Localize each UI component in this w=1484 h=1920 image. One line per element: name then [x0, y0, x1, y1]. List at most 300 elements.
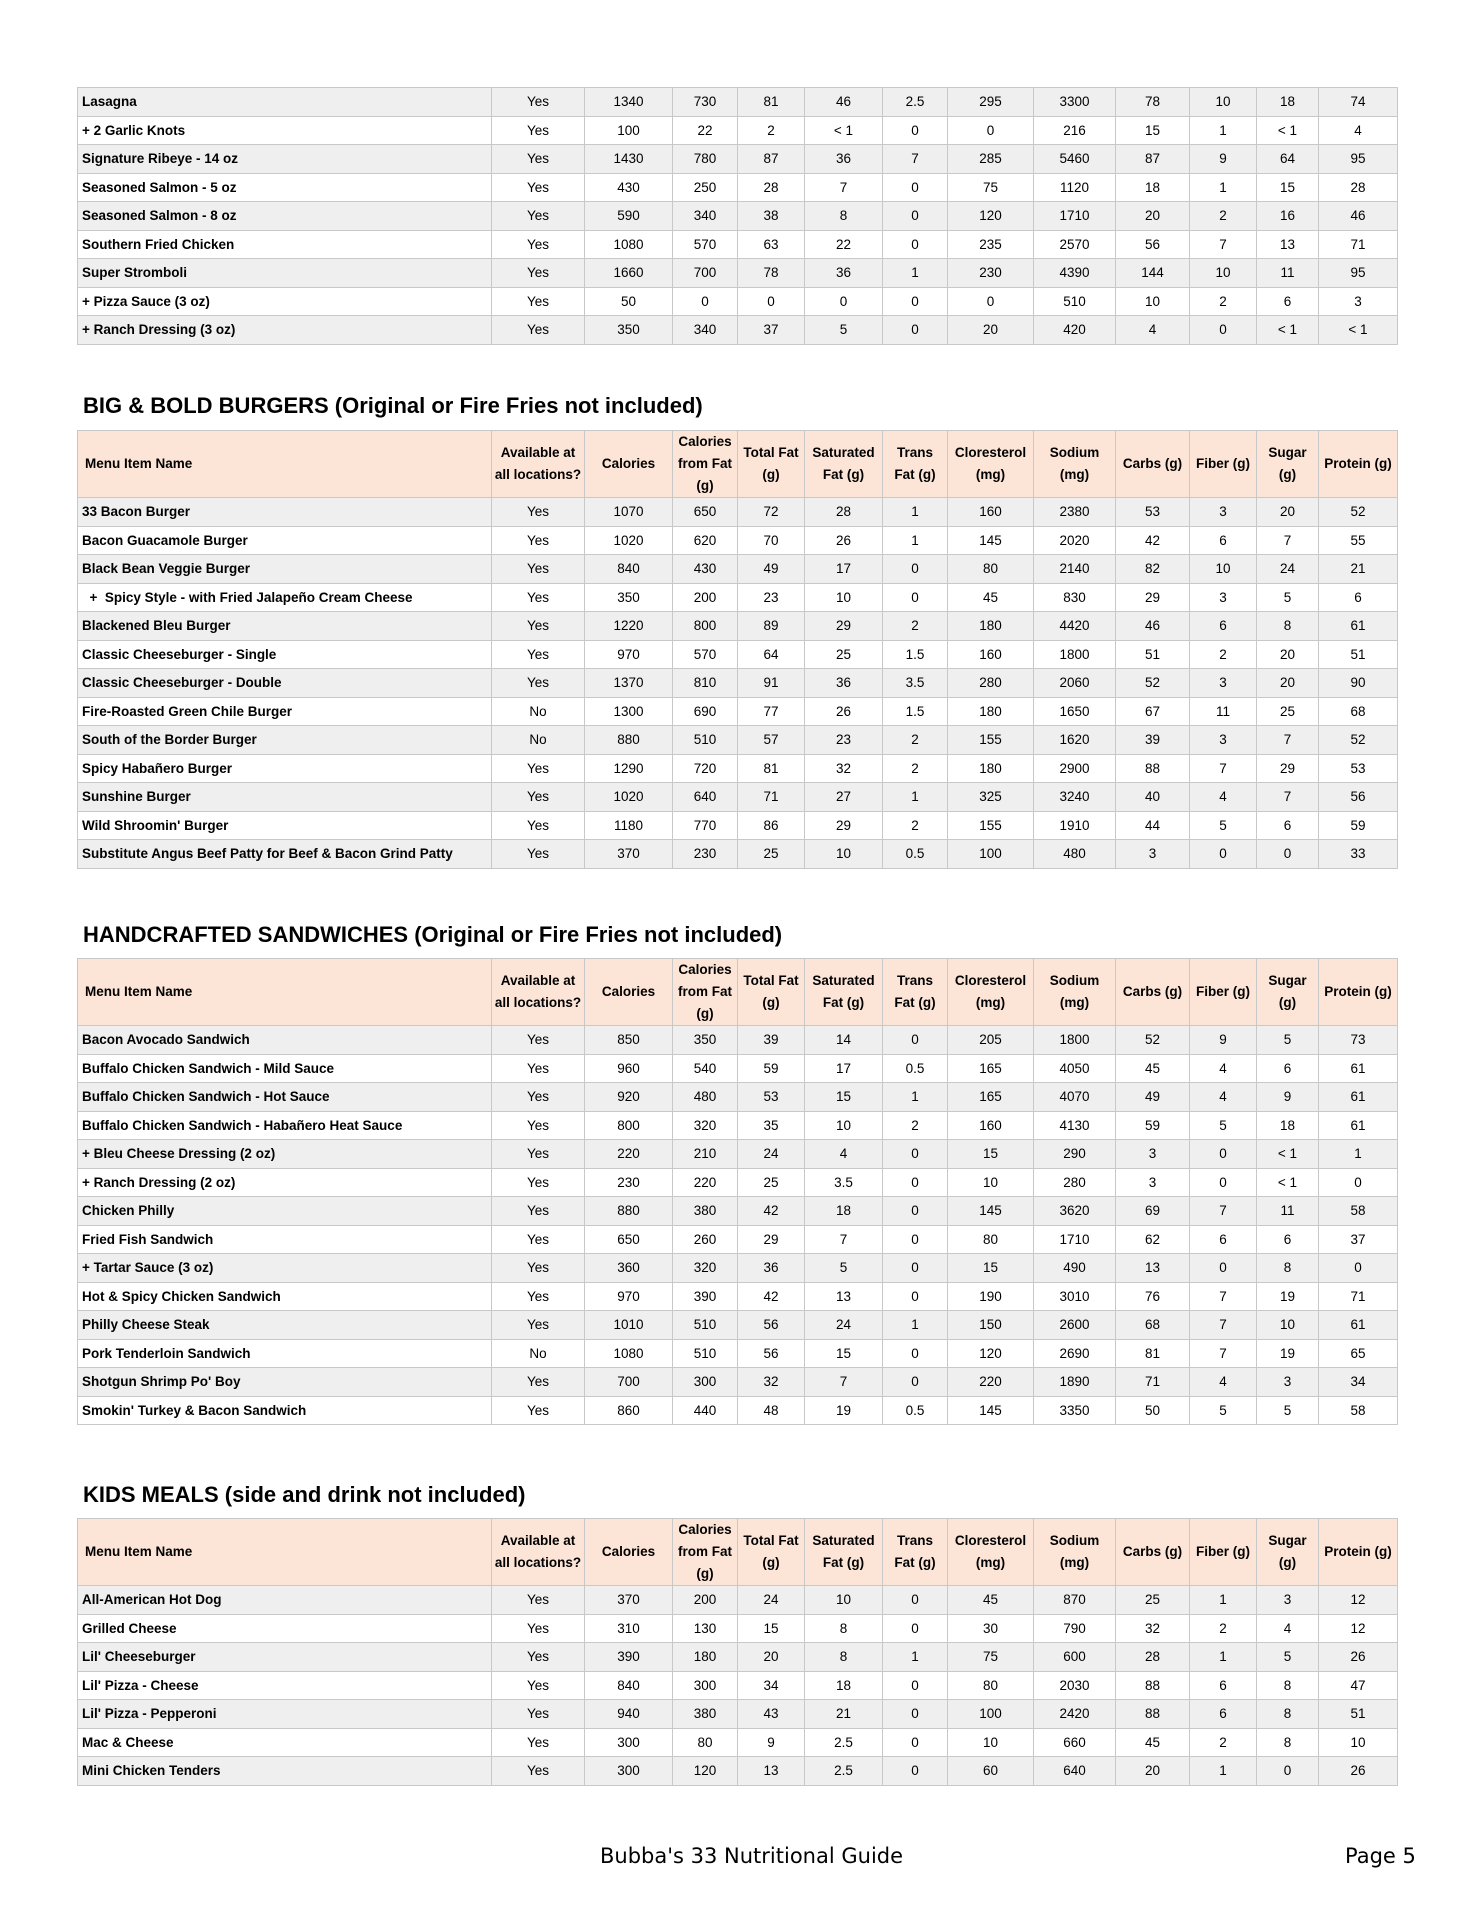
cell-calories: 370: [585, 840, 673, 869]
cell-name: + Tartar Sauce (3 oz): [78, 1254, 492, 1283]
cell-carbs: 3: [1116, 1168, 1190, 1197]
cell-available: Yes: [492, 1168, 585, 1197]
cell-carbs: 59: [1116, 1111, 1190, 1140]
cell-calories: 1020: [585, 783, 673, 812]
cell-protein: 58: [1319, 1396, 1398, 1425]
cell-calories: 700: [585, 1368, 673, 1397]
cell-available: Yes: [492, 1396, 585, 1425]
cell-sugar: 11: [1257, 1197, 1319, 1226]
cell-saturated-fat: 2.5: [805, 1757, 883, 1786]
cell-calories: 220: [585, 1140, 673, 1169]
table-row: [78, 811, 1398, 840]
cell-saturated-fat: 26: [805, 526, 883, 555]
cell-available: Yes: [492, 88, 585, 117]
cell-sodium: 290: [1034, 1140, 1116, 1169]
cell-fiber: 4: [1190, 783, 1257, 812]
cell-saturated-fat: 23: [805, 726, 883, 755]
cell-cholesterol: 295: [948, 88, 1034, 117]
cell-sodium: 490: [1034, 1254, 1116, 1283]
cell-cholesterol: 160: [948, 1111, 1034, 1140]
cell-name: Lasagna: [78, 88, 492, 117]
cell-sodium: 1890: [1034, 1368, 1116, 1397]
column-header-trans-fat: Trans Fat (g): [883, 1519, 948, 1586]
cell-saturated-fat: 3.5: [805, 1168, 883, 1197]
cell-protein: 0: [1319, 1168, 1398, 1197]
cell-calories: 350: [585, 316, 673, 345]
cell-carbs: 3: [1116, 840, 1190, 869]
cell-protein: 71: [1319, 1282, 1398, 1311]
cell-trans-fat: 2: [883, 811, 948, 840]
cell-available: Yes: [492, 145, 585, 174]
cell-trans-fat: 0: [883, 1026, 948, 1055]
column-header-fiber: Fiber (g): [1190, 1519, 1257, 1586]
table-row: [78, 526, 1398, 555]
cell-cholesterol: 165: [948, 1083, 1034, 1112]
cell-calories-from-fat: 210: [673, 1140, 738, 1169]
cell-cholesterol: 180: [948, 754, 1034, 783]
cell-name: + Ranch Dressing (2 oz): [78, 1168, 492, 1197]
cell-calories-from-fat: 810: [673, 669, 738, 698]
cell-cholesterol: 160: [948, 498, 1034, 527]
table-row: [78, 1757, 1398, 1786]
cell-sodium: 280: [1034, 1168, 1116, 1197]
cell-protein: 61: [1319, 612, 1398, 641]
table-row: [78, 583, 1398, 612]
cell-calories-from-fat: 180: [673, 1643, 738, 1672]
table-row: [78, 1083, 1398, 1112]
cell-total-fat: 78: [738, 259, 805, 288]
cell-saturated-fat: 28: [805, 498, 883, 527]
cell-protein: 6: [1319, 583, 1398, 612]
cell-calories: 300: [585, 1757, 673, 1786]
cell-protein: 52: [1319, 726, 1398, 755]
cell-carbs: 40: [1116, 783, 1190, 812]
column-header-total-fat: Total Fat (g): [738, 431, 805, 498]
cell-calories-from-fat: 540: [673, 1054, 738, 1083]
cell-carbs: 20: [1116, 202, 1190, 231]
column-header-sugar: Sugar (g): [1257, 959, 1319, 1026]
cell-fiber: 7: [1190, 1339, 1257, 1368]
cell-cholesterol: 30: [948, 1614, 1034, 1643]
cell-protein: 55: [1319, 526, 1398, 555]
table-row: [78, 202, 1398, 231]
cell-cholesterol: 160: [948, 640, 1034, 669]
cell-total-fat: 23: [738, 583, 805, 612]
cell-calories: 1370: [585, 669, 673, 698]
cell-fiber: 1: [1190, 173, 1257, 202]
cell-sodium: 660: [1034, 1728, 1116, 1757]
cell-protein: 12: [1319, 1614, 1398, 1643]
cell-sodium: 3010: [1034, 1282, 1116, 1311]
cell-calories-from-fat: 380: [673, 1700, 738, 1729]
column-header-saturated-fat: Saturated Fat (g): [805, 959, 883, 1026]
cell-calories: 850: [585, 1026, 673, 1055]
cell-protein: 46: [1319, 202, 1398, 231]
column-header-cholesterol: Cloresterol (mg): [948, 959, 1034, 1026]
cell-trans-fat: 0: [883, 1671, 948, 1700]
cell-cholesterol: 75: [948, 1643, 1034, 1672]
cell-calories-from-fat: 770: [673, 811, 738, 840]
cell-carbs: 29: [1116, 583, 1190, 612]
table-row: [78, 697, 1398, 726]
cell-sodium: 4420: [1034, 612, 1116, 641]
table-sandwiches: [77, 958, 1398, 1425]
cell-name: Lil' Pizza - Cheese: [78, 1671, 492, 1700]
cell-calories-from-fat: 340: [673, 316, 738, 345]
cell-total-fat: 42: [738, 1282, 805, 1311]
column-header-fiber: Fiber (g): [1190, 959, 1257, 1026]
cell-available: No: [492, 697, 585, 726]
cell-calories-from-fat: 730: [673, 88, 738, 117]
cell-trans-fat: 2: [883, 754, 948, 783]
cell-fiber: 3: [1190, 669, 1257, 698]
cell-total-fat: 77: [738, 697, 805, 726]
cell-carbs: 67: [1116, 697, 1190, 726]
cell-fiber: 4: [1190, 1054, 1257, 1083]
cell-total-fat: 64: [738, 640, 805, 669]
cell-saturated-fat: 22: [805, 230, 883, 259]
cell-sodium: 420: [1034, 316, 1116, 345]
cell-saturated-fat: 25: [805, 640, 883, 669]
cell-fiber: 10: [1190, 259, 1257, 288]
cell-cholesterol: 15: [948, 1140, 1034, 1169]
cell-protein: 58: [1319, 1197, 1398, 1226]
cell-carbs: 76: [1116, 1282, 1190, 1311]
cell-calories: 840: [585, 1671, 673, 1700]
cell-available: Yes: [492, 1140, 585, 1169]
cell-carbs: 53: [1116, 498, 1190, 527]
cell-cholesterol: 205: [948, 1026, 1034, 1055]
cell-sodium: 2020: [1034, 526, 1116, 555]
cell-calories: 1660: [585, 259, 673, 288]
cell-saturated-fat: 8: [805, 202, 883, 231]
cell-cholesterol: 190: [948, 1282, 1034, 1311]
table-row: [78, 840, 1398, 869]
cell-trans-fat: 0: [883, 1614, 948, 1643]
cell-protein: 53: [1319, 754, 1398, 783]
cell-fiber: 5: [1190, 1396, 1257, 1425]
cell-total-fat: 39: [738, 1026, 805, 1055]
cell-total-fat: 38: [738, 202, 805, 231]
cell-calories-from-fat: 780: [673, 145, 738, 174]
cell-available: Yes: [492, 1368, 585, 1397]
cell-available: Yes: [492, 1643, 585, 1672]
cell-sodium: 2570: [1034, 230, 1116, 259]
cell-fiber: 2: [1190, 1614, 1257, 1643]
cell-sodium: 640: [1034, 1757, 1116, 1786]
cell-sugar: 13: [1257, 230, 1319, 259]
cell-protein: 71: [1319, 230, 1398, 259]
cell-cholesterol: 0: [948, 287, 1034, 316]
cell-carbs: 44: [1116, 811, 1190, 840]
column-header-sodium: Sodium (mg): [1034, 959, 1116, 1026]
cell-total-fat: 49: [738, 555, 805, 584]
column-header-saturated-fat: Saturated Fat (g): [805, 1519, 883, 1586]
cell-sodium: 3240: [1034, 783, 1116, 812]
cell-trans-fat: 0: [883, 1197, 948, 1226]
cell-name: Classic Cheeseburger - Single: [78, 640, 492, 669]
cell-name: Blackened Bleu Burger: [78, 612, 492, 641]
cell-calories-from-fat: 320: [673, 1254, 738, 1283]
cell-carbs: 50: [1116, 1396, 1190, 1425]
cell-carbs: 52: [1116, 1026, 1190, 1055]
cell-saturated-fat: 15: [805, 1083, 883, 1112]
table-row: [78, 555, 1398, 584]
cell-carbs: 56: [1116, 230, 1190, 259]
cell-sodium: 790: [1034, 1614, 1116, 1643]
cell-calories: 1010: [585, 1311, 673, 1340]
cell-available: Yes: [492, 1282, 585, 1311]
cell-trans-fat: 0.5: [883, 1054, 948, 1083]
table-row: [78, 1026, 1398, 1055]
cell-cholesterol: 180: [948, 697, 1034, 726]
cell-total-fat: 53: [738, 1083, 805, 1112]
table-row: [78, 1054, 1398, 1083]
table-row: [78, 1614, 1398, 1643]
cell-total-fat: 24: [738, 1140, 805, 1169]
column-header-sugar: Sugar (g): [1257, 431, 1319, 498]
cell-fiber: 0: [1190, 316, 1257, 345]
cell-cholesterol: 15: [948, 1254, 1034, 1283]
column-header-saturated-fat: Saturated Fat (g): [805, 431, 883, 498]
cell-fiber: 0: [1190, 1140, 1257, 1169]
cell-total-fat: 48: [738, 1396, 805, 1425]
cell-sodium: 5460: [1034, 145, 1116, 174]
cell-cholesterol: 235: [948, 230, 1034, 259]
cell-name: Sunshine Burger: [78, 783, 492, 812]
cell-calories: 970: [585, 1282, 673, 1311]
cell-name: Mac & Cheese: [78, 1728, 492, 1757]
cell-calories: 840: [585, 555, 673, 584]
cell-protein: 74: [1319, 88, 1398, 117]
column-header-name: Menu Item Name: [78, 959, 492, 1026]
cell-sodium: 2600: [1034, 1311, 1116, 1340]
cell-total-fat: 72: [738, 498, 805, 527]
cell-cholesterol: 155: [948, 726, 1034, 755]
cell-name: Chicken Philly: [78, 1197, 492, 1226]
cell-saturated-fat: 36: [805, 669, 883, 698]
cell-name: Shotgun Shrimp Po' Boy: [78, 1368, 492, 1397]
cell-calories-from-fat: 220: [673, 1168, 738, 1197]
cell-total-fat: 32: [738, 1368, 805, 1397]
cell-protein: 51: [1319, 640, 1398, 669]
cell-carbs: 88: [1116, 1671, 1190, 1700]
cell-calories: 390: [585, 1643, 673, 1672]
cell-carbs: 20: [1116, 1757, 1190, 1786]
cell-cholesterol: 180: [948, 612, 1034, 641]
cell-calories-from-fat: 22: [673, 116, 738, 145]
cell-available: Yes: [492, 754, 585, 783]
cell-cholesterol: 155: [948, 811, 1034, 840]
cell-saturated-fat: 32: [805, 754, 883, 783]
cell-carbs: 81: [1116, 1339, 1190, 1368]
cell-calories-from-fat: 250: [673, 173, 738, 202]
cell-calories: 300: [585, 1728, 673, 1757]
cell-available: Yes: [492, 1700, 585, 1729]
cell-saturated-fat: 7: [805, 173, 883, 202]
table-continued-entrees: [77, 87, 1398, 345]
cell-calories-from-fat: 640: [673, 783, 738, 812]
cell-fiber: 11: [1190, 697, 1257, 726]
cell-available: Yes: [492, 1311, 585, 1340]
cell-protein: 90: [1319, 669, 1398, 698]
cell-cholesterol: 45: [948, 583, 1034, 612]
column-header-cholesterol: Cloresterol (mg): [948, 1519, 1034, 1586]
cell-available: Yes: [492, 116, 585, 145]
cell-saturated-fat: 36: [805, 145, 883, 174]
cell-saturated-fat: 8: [805, 1614, 883, 1643]
cell-carbs: 10: [1116, 287, 1190, 316]
cell-sodium: 2900: [1034, 754, 1116, 783]
cell-calories-from-fat: 510: [673, 1339, 738, 1368]
cell-cholesterol: 120: [948, 202, 1034, 231]
cell-sodium: 480: [1034, 840, 1116, 869]
column-header-calories-from-fat: Calories from Fat (g): [673, 1519, 738, 1586]
cell-protein: 73: [1319, 1026, 1398, 1055]
cell-name: Bacon Avocado Sandwich: [78, 1026, 492, 1055]
cell-saturated-fat: 27: [805, 783, 883, 812]
cell-trans-fat: 1: [883, 498, 948, 527]
column-header-calories-from-fat: Calories from Fat (g): [673, 959, 738, 1026]
cell-calories: 970: [585, 640, 673, 669]
cell-saturated-fat: 13: [805, 1282, 883, 1311]
cell-fiber: 6: [1190, 1700, 1257, 1729]
cell-name: South of the Border Burger: [78, 726, 492, 755]
cell-calories: 1080: [585, 1339, 673, 1368]
cell-sugar: 3: [1257, 1586, 1319, 1615]
cell-total-fat: 2: [738, 116, 805, 145]
cell-trans-fat: 0: [883, 555, 948, 584]
cell-calories: 1430: [585, 145, 673, 174]
cell-trans-fat: 1: [883, 1083, 948, 1112]
cell-sugar: 18: [1257, 88, 1319, 117]
column-header-fiber: Fiber (g): [1190, 431, 1257, 498]
cell-fiber: 10: [1190, 555, 1257, 584]
cell-carbs: 4: [1116, 316, 1190, 345]
cell-sodium: 1620: [1034, 726, 1116, 755]
cell-fiber: 7: [1190, 1311, 1257, 1340]
cell-trans-fat: 0: [883, 1140, 948, 1169]
cell-available: Yes: [492, 783, 585, 812]
cell-calories-from-fat: 380: [673, 1197, 738, 1226]
cell-name: Super Stromboli: [78, 259, 492, 288]
table-row: [78, 1700, 1398, 1729]
cell-protein: 59: [1319, 811, 1398, 840]
cell-trans-fat: 2: [883, 726, 948, 755]
cell-calories-from-fat: 430: [673, 555, 738, 584]
cell-sugar: < 1: [1257, 316, 1319, 345]
cell-saturated-fat: 18: [805, 1197, 883, 1226]
cell-carbs: 32: [1116, 1614, 1190, 1643]
cell-sugar: 24: [1257, 555, 1319, 584]
cell-name: Mini Chicken Tenders: [78, 1757, 492, 1786]
cell-sugar: 8: [1257, 612, 1319, 641]
column-header-carbs: Carbs (g): [1116, 959, 1190, 1026]
cell-sugar: 29: [1257, 754, 1319, 783]
column-header-calories: Calories: [585, 1519, 673, 1586]
cell-sodium: 830: [1034, 583, 1116, 612]
cell-calories-from-fat: 0: [673, 287, 738, 316]
cell-available: No: [492, 726, 585, 755]
cell-saturated-fat: 14: [805, 1026, 883, 1055]
column-header-calories: Calories: [585, 431, 673, 498]
cell-calories: 1290: [585, 754, 673, 783]
cell-name: Substitute Angus Beef Patty for Beef & Bacon Grind Patty: [78, 840, 492, 869]
cell-cholesterol: 100: [948, 840, 1034, 869]
cell-sugar: 0: [1257, 1757, 1319, 1786]
cell-cholesterol: 280: [948, 669, 1034, 698]
cell-saturated-fat: 8: [805, 1643, 883, 1672]
table-row: [78, 1643, 1398, 1672]
cell-trans-fat: 0: [883, 1254, 948, 1283]
cell-name: + Spicy Style - with Fried Jalapeño Cream Cheese: [78, 583, 492, 612]
cell-available: Yes: [492, 259, 585, 288]
cell-sugar: 16: [1257, 202, 1319, 231]
cell-protein: 4: [1319, 116, 1398, 145]
cell-calories-from-fat: 130: [673, 1614, 738, 1643]
cell-trans-fat: 2: [883, 612, 948, 641]
cell-total-fat: 86: [738, 811, 805, 840]
cell-name: Signature Ribeye - 14 oz: [78, 145, 492, 174]
column-header-carbs: Carbs (g): [1116, 431, 1190, 498]
cell-fiber: 3: [1190, 583, 1257, 612]
cell-protein: 61: [1319, 1311, 1398, 1340]
cell-carbs: 87: [1116, 145, 1190, 174]
cell-saturated-fat: 0: [805, 287, 883, 316]
cell-calories: 310: [585, 1614, 673, 1643]
cell-fiber: 3: [1190, 498, 1257, 527]
cell-carbs: 25: [1116, 1586, 1190, 1615]
cell-trans-fat: 2: [883, 1111, 948, 1140]
cell-trans-fat: 0: [883, 1282, 948, 1311]
cell-sugar: 10: [1257, 1311, 1319, 1340]
cell-sugar: 25: [1257, 697, 1319, 726]
cell-fiber: 4: [1190, 1083, 1257, 1112]
cell-available: Yes: [492, 316, 585, 345]
cell-name: Lil' Cheeseburger: [78, 1643, 492, 1672]
cell-available: Yes: [492, 1054, 585, 1083]
cell-sugar: < 1: [1257, 1140, 1319, 1169]
cell-calories: 650: [585, 1225, 673, 1254]
cell-sugar: 6: [1257, 287, 1319, 316]
cell-carbs: 71: [1116, 1368, 1190, 1397]
cell-fiber: 5: [1190, 1111, 1257, 1140]
cell-carbs: 42: [1116, 526, 1190, 555]
cell-sodium: 3350: [1034, 1396, 1116, 1425]
cell-calories: 1300: [585, 697, 673, 726]
cell-name: Southern Fried Chicken: [78, 230, 492, 259]
cell-calories: 920: [585, 1083, 673, 1112]
cell-available: Yes: [492, 669, 585, 698]
cell-total-fat: 43: [738, 1700, 805, 1729]
cell-carbs: 144: [1116, 259, 1190, 288]
cell-available: Yes: [492, 202, 585, 231]
cell-cholesterol: 80: [948, 1671, 1034, 1700]
cell-calories-from-fat: 120: [673, 1757, 738, 1786]
cell-trans-fat: 0: [883, 173, 948, 202]
cell-available: Yes: [492, 1197, 585, 1226]
cell-name: + Bleu Cheese Dressing (2 oz): [78, 1140, 492, 1169]
cell-available: Yes: [492, 1614, 585, 1643]
cell-sodium: 2420: [1034, 1700, 1116, 1729]
cell-name: Philly Cheese Steak: [78, 1311, 492, 1340]
cell-name: Hot & Spicy Chicken Sandwich: [78, 1282, 492, 1311]
column-header-trans-fat: Trans Fat (g): [883, 959, 948, 1026]
cell-total-fat: 34: [738, 1671, 805, 1700]
cell-saturated-fat: 5: [805, 1254, 883, 1283]
cell-total-fat: 36: [738, 1254, 805, 1283]
cell-name: Fried Fish Sandwich: [78, 1225, 492, 1254]
